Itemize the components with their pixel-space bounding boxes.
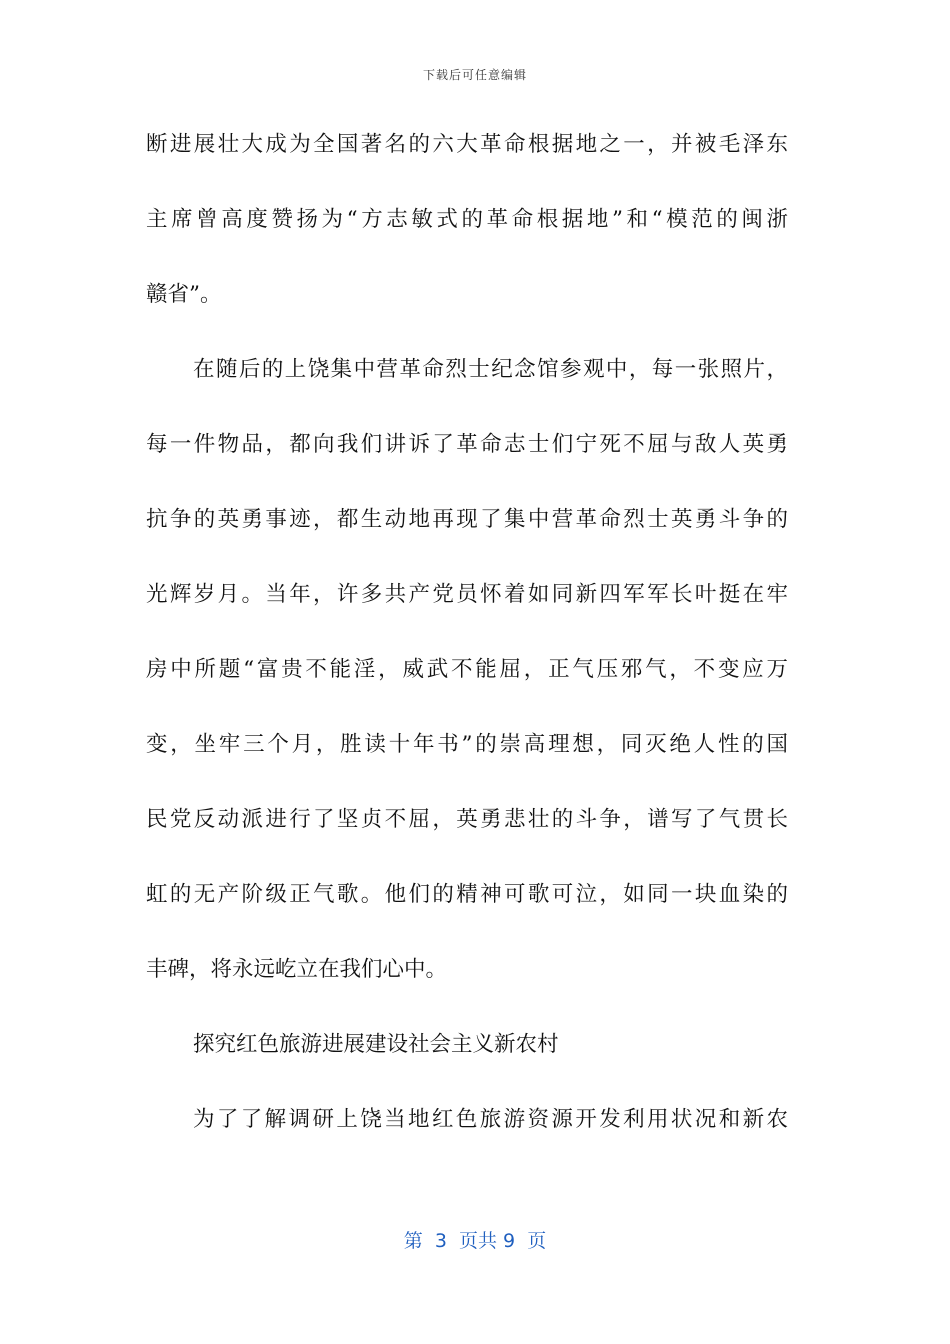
text-line bbox=[146, 494, 806, 569]
text-line bbox=[146, 944, 806, 1019]
text-line-content: 虹的无产阶级正气歌。他们的精神可歌可泣，如同一块血染的 bbox=[146, 882, 791, 907]
text-line bbox=[146, 644, 806, 719]
text-line-content: 变，坐牢三个月，胜读十年书”的崇高理想，同灭绝人性的国 bbox=[146, 732, 791, 757]
text-line-content: 在随后的上饶集中营革命烈士纪念馆参观中，每一张照片， bbox=[193, 357, 790, 382]
text-line-content: 为了了解调研上饶当地红色旅游资源开发利用状况和新农 bbox=[193, 1107, 791, 1132]
text-line bbox=[146, 119, 806, 194]
text-line bbox=[146, 719, 806, 794]
text-line-content: 光辉岁月。当年，许多共产党员怀着如同新四军军长叶挺在牢 bbox=[146, 582, 791, 607]
text-line bbox=[146, 344, 806, 419]
text-line bbox=[146, 419, 806, 494]
text-line-content: 房中所题“富贵不能淫，威武不能屈，正气压邪气，不变应万 bbox=[146, 657, 791, 682]
text-line bbox=[146, 569, 806, 644]
text-line-content: 断进展壮大成为全国著名的六大革命根据地之一，并被毛泽东 bbox=[146, 132, 791, 157]
text-line-content: 主席曾高度赞扬为“方志敏式的革命根据地”和“模范的闽浙 bbox=[146, 207, 792, 232]
text-line-content: 每一件物品，都向我们讲诉了革命志士们宁死不屈与敌人英勇 bbox=[146, 432, 791, 457]
text-line-content: 探究红色旅游进展建设社会主义新农村 bbox=[193, 1032, 559, 1057]
document-body bbox=[146, 119, 806, 1169]
page-header: 下载后可任意编辑 bbox=[422, 68, 527, 82]
text-line bbox=[146, 194, 806, 269]
text-line bbox=[146, 269, 806, 344]
text-line-content: 丰碑，将永远屹立在我们心中。 bbox=[146, 957, 448, 982]
text-line bbox=[146, 1094, 806, 1169]
text-line bbox=[146, 794, 806, 869]
text-line bbox=[146, 1019, 806, 1094]
text-line-content: 赣省”。 bbox=[146, 282, 222, 307]
text-line-content: 民党反动派进行了坚贞不屈，英勇悲壮的斗争，谱写了气贯长 bbox=[146, 807, 791, 832]
text-line-content: 抗争的英勇事迹，都生动地再现了集中营革命烈士英勇斗争的 bbox=[146, 507, 791, 532]
text-line bbox=[146, 869, 806, 944]
page-number-footer: 第 3 页共 9 页 bbox=[403, 1230, 547, 1252]
